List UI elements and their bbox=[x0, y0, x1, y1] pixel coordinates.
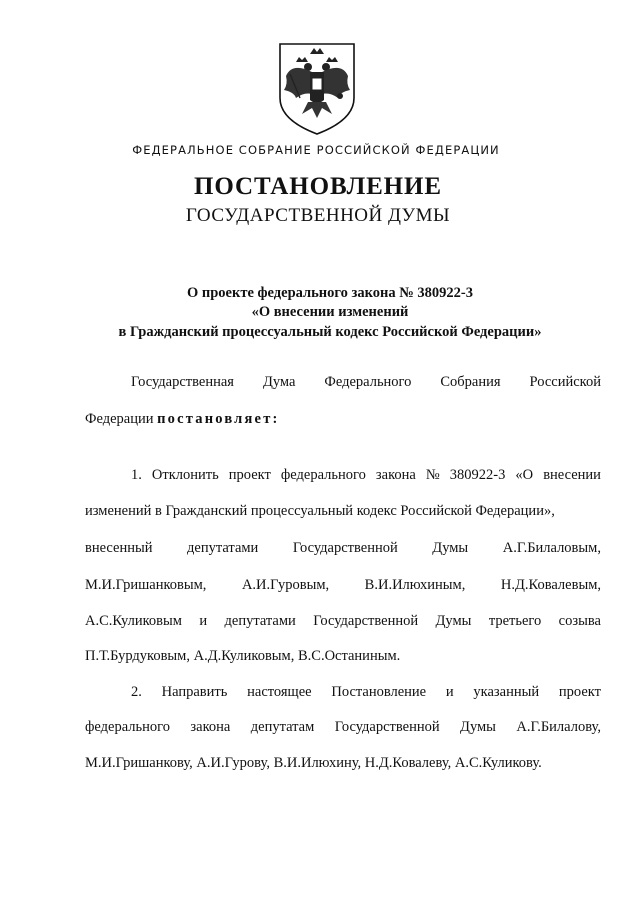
word: А.С.Куликовым bbox=[85, 613, 182, 629]
word: Федерального bbox=[324, 374, 412, 390]
word: проект bbox=[558, 684, 601, 700]
word: депутатам bbox=[250, 719, 315, 735]
word: внесении bbox=[543, 467, 601, 483]
word: Государственной bbox=[334, 719, 440, 735]
item2-line-1 bbox=[131, 684, 601, 701]
subject-line-1: О проекте федерального закона № 380922-3 bbox=[186, 285, 474, 301]
item1-line-4 bbox=[85, 577, 601, 594]
word: А.И.Гуровым, bbox=[241, 577, 330, 593]
preamble-line-1 bbox=[131, 374, 601, 391]
subject-line-3: в Гражданский процессуальный кодекс Российской Федерации» bbox=[118, 324, 542, 340]
word: закона bbox=[375, 467, 416, 483]
word: № bbox=[425, 467, 440, 483]
item1-line-3 bbox=[85, 540, 601, 557]
word: Государственная bbox=[131, 374, 234, 390]
word: 2. bbox=[131, 684, 142, 700]
item1-line-1 bbox=[131, 467, 601, 484]
word: депутатами bbox=[187, 540, 259, 556]
word: В.И.Илюхиным, bbox=[364, 577, 466, 593]
word: проект bbox=[228, 467, 271, 483]
word: указанный bbox=[473, 684, 540, 700]
coat-of-arms-icon bbox=[272, 40, 362, 136]
word: Думы bbox=[460, 719, 496, 735]
word: М.И.Гришанковым, bbox=[85, 577, 207, 593]
resolves-keyword: постановляет: bbox=[157, 411, 280, 427]
word: Отклонить bbox=[151, 467, 219, 483]
word: депутатами bbox=[224, 613, 296, 629]
word: Направить bbox=[161, 684, 228, 700]
word: Постановление bbox=[331, 684, 427, 700]
word: третьего bbox=[488, 613, 542, 629]
word: А.Г.Билаловым, bbox=[502, 540, 601, 556]
subject-line-2: «О внесении изменений bbox=[251, 304, 409, 320]
word: и bbox=[445, 684, 454, 700]
word: федерального bbox=[280, 467, 366, 483]
word: федерального bbox=[85, 719, 170, 735]
item1-line-2: изменений в Гражданский процессуальный кодекс Российской Федерации», bbox=[85, 503, 555, 519]
item1-line-6: П.Т.Бурдуковым, А.Д.Куликовым, В.С.Останиным. bbox=[85, 648, 401, 664]
preamble-text: Федерации bbox=[85, 411, 158, 427]
word: Государственной bbox=[292, 540, 398, 556]
word: Собрания bbox=[440, 374, 501, 390]
word: внесенный bbox=[85, 540, 153, 556]
word: Государственной bbox=[313, 613, 419, 629]
word: закона bbox=[190, 719, 231, 735]
word: Думы bbox=[432, 540, 469, 556]
item2-line-3: М.И.Гришанкову, А.И.Гурову, В.И.Илюхину, Н.Д.Ковалеву, А.С.Куликову. bbox=[85, 755, 542, 771]
document-issuer: ГОСУДАРСТВЕННОЙ ДУМЫ bbox=[185, 205, 451, 226]
item2-line-2 bbox=[85, 719, 601, 736]
word: А.Г.Билалову, bbox=[516, 719, 601, 735]
word: Н.Д.Ковалевым, bbox=[500, 577, 601, 593]
word: 1. bbox=[131, 467, 142, 483]
word: Российской bbox=[529, 374, 601, 390]
word: настоящее bbox=[247, 684, 312, 700]
word: Дума bbox=[262, 374, 296, 390]
item1-line-5 bbox=[85, 613, 601, 630]
preamble-line-2 bbox=[85, 411, 280, 428]
word: «О bbox=[515, 467, 534, 483]
document-type: ПОСТАНОВЛЕНИЕ bbox=[194, 173, 442, 200]
word: 380922-3 bbox=[449, 467, 506, 483]
word: созыва bbox=[558, 613, 601, 629]
word: и bbox=[199, 613, 208, 629]
organization-name: ФЕДЕРАЛЬНОЕ СОБРАНИЕ РОССИЙСКОЙ ФЕДЕРАЦИИ bbox=[132, 143, 500, 157]
word: Думы bbox=[435, 613, 472, 629]
